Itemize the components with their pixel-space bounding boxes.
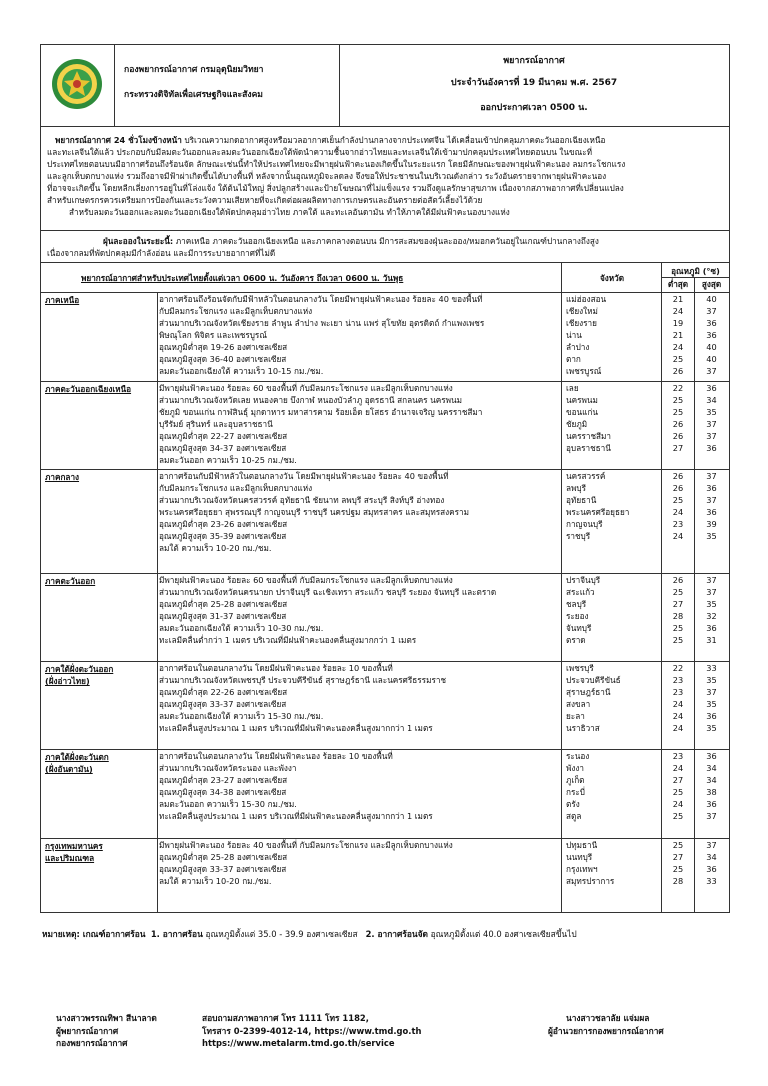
province-name: ชลบุรี — [566, 599, 587, 609]
description-line: พระนครศรีอยุธยา สุพรรณบุรี กาญจนบุรี ราชบุรี นครปฐม สมุทรสาคร และสมุทรสงคราม — [159, 507, 470, 517]
forecast-table-header — [41, 263, 729, 293]
max-temp: 31 — [706, 635, 717, 645]
doc-title: พยากรณ์อากาศ — [503, 56, 565, 66]
min-temp: 24 — [672, 799, 684, 809]
region-name — [45, 383, 131, 395]
region-description — [159, 382, 561, 466]
region-name — [45, 751, 109, 775]
general-forecast — [40, 127, 730, 231]
description-line: พิษณุโลก พิจิตร และเพชรบูรณ์ — [159, 330, 267, 340]
region-description — [159, 293, 561, 377]
min-temp-column — [662, 293, 694, 377]
description-line: อากาศร้อนในตอนกลางวัน โดยมีฝนฟ้าคะนอง ร้อยละ 10 ของพื้นที่ — [159, 751, 393, 761]
high-header: สูงสุด — [701, 279, 722, 289]
max-temp: 37 — [706, 431, 717, 441]
description-line: อุณหภูมิต่ำสุด 23-27 องศาเซลเซียส — [159, 775, 288, 785]
description-line: อุณหภูมิสูงสุด 33-37 องศาเซลเซียส — [159, 864, 287, 874]
min-temp: 27 — [672, 775, 684, 785]
province-name: ระนอง — [566, 751, 590, 761]
max-temp: 35 — [706, 407, 717, 417]
description-line: มีพายุฝนฟ้าคะนอง ร้อยละ 60 ของพื้นที่ กับมีลมกระโชกแรง และมีลูกเห็บตกบางแห่ง — [159, 383, 453, 393]
description-line: อุณหภูมิสูงสุด 35-39 องศาเซลเซียส — [159, 531, 287, 541]
max-temp: 35 — [706, 531, 717, 541]
province-name: นครพนม — [566, 395, 598, 405]
max-temp: 32 — [706, 611, 717, 621]
region-name-line: ภาคตะวันออกเฉียงเหนือ — [45, 384, 132, 394]
dust-label: ฝุ่นละอองในระยะนี้: — [103, 236, 174, 246]
note-label: หมายเหตุ: เกณฑ์อากาศร้อน — [42, 929, 146, 939]
region-name-line: ภาคใต้ฝั่งตะวันตก — [45, 752, 109, 762]
province-name: อุบลราชธานี — [566, 443, 611, 453]
region-name-line: ภาคตะวันออก — [45, 576, 96, 586]
region-description — [159, 662, 561, 734]
region-name-line: และปริมณฑล — [45, 853, 95, 863]
doc-date: ประจำวันอังคารที่ 19 มีนาคม พ.ศ. 2567 — [450, 78, 618, 88]
intro-line: ที่อาจจะเกิดขึ้น โดยหลีกเลี่ยงการอยู่ในที่โล่งแจ้ง ใต้ต้นไม้ใหญ่ สิ่งปลูกสร้างและป้ายโฆษณาที่ไม่แข็งแรง รวมถึงดูแลรักษาสุขภาพ เนื่องจากสภาพอากาศที่เปลี่ยนแปลง — [47, 183, 624, 193]
region-name-line: ภาคกลาง — [45, 472, 80, 482]
description-line: ลมใต้ ความเร็ว 10-20 กม./ชม. — [159, 876, 272, 886]
region-row — [41, 661, 729, 750]
max-temp: 40 — [706, 354, 717, 364]
description-line: ลมตะวันออก ความเร็ว 15-30 กม./ชม. — [159, 799, 297, 809]
max-temp: 34 — [706, 763, 717, 773]
dust-line2: เนื่องจากลมที่พัดปกคลุมมีกำลังอ่อน และมีการระบายอากาศที่ไม่ดี — [47, 248, 276, 258]
description-line: กับมีลมกระโชกแรง และมีลูกเห็บตกบางแห่ง — [159, 483, 313, 493]
forecast-heading: พยากรณ์อากาศสำหรับประเทศไทยตั้งแต่เวลา 0600 น. วันอังคาร ถึงเวลา 0600 น. วันพุธ — [81, 273, 404, 283]
description-line: อุณหภูมิต่ำสุด 25-28 องศาเซลเซียส — [159, 599, 288, 609]
province-name: สตูล — [566, 811, 582, 821]
note-item2-label: 2. อากาศร้อนจัด — [365, 929, 428, 939]
province-name: ภูเก็ต — [566, 775, 585, 785]
description-line: อุณหภูมิสูงสุด 34-38 องศาเซลเซียส — [159, 787, 287, 797]
region-name-line: (ฝั่งอันดามัน) — [45, 764, 93, 774]
dust-section — [40, 231, 730, 263]
description-line: ชัยภูมิ ขอนแก่น กาฬสินธุ์ มุกดาหาร มหาสารคาม ร้อยเอ็ด ยโสธร อำนาจเจริญ นครราชสีมา — [159, 407, 483, 417]
province-name-column — [562, 293, 662, 377]
min-temp: 27 — [672, 852, 684, 862]
intro-line: สำหรับลมตะวันออกและลมตะวันออกเฉียงใต้พัดปกคลุมอ่าวไทย ภาคใต้ และทะเลอันดามัน ทำให้ภาคใต้มีฝนฟ้าคะนองบางแห่ง — [69, 207, 510, 217]
min-temp: 19 — [672, 318, 684, 328]
region-name-line: ภาคเหนือ — [45, 295, 80, 305]
region-description — [159, 839, 561, 887]
max-temp: 37 — [706, 366, 717, 376]
description-line: อากาศร้อนในตอนกลางวัน โดยมีฝนฟ้าคะนอง ร้อยละ 10 ของพื้นที่ — [159, 663, 393, 673]
heat-criteria-note — [42, 927, 577, 941]
note-item2-text: อุณหภูมิตั้งแต่ 40.0 องศาเซลเซียสขึ้นไป — [430, 929, 577, 939]
region-name-line: ภาคใต้ฝั่งตะวันออก — [45, 664, 114, 674]
min-temp: 25 — [672, 495, 684, 505]
province-name: สระแก้ว — [566, 587, 595, 597]
province-name: พระนครศรีอยุธยา — [566, 507, 630, 517]
max-temp: 36 — [706, 483, 717, 493]
province-name: แม่ฮ่องสอน — [566, 294, 607, 304]
max-temp: 36 — [706, 623, 717, 633]
min-temp: 28 — [672, 876, 684, 886]
region-name — [45, 840, 103, 864]
max-temp: 39 — [706, 519, 717, 529]
description-line: ทะเลมีคลื่นสูงประมาณ 1 เมตร บริเวณที่มีฝนฟ้าคะนองคลื่นสูงมากกว่า 1 เมตร — [159, 723, 433, 733]
intro-line: และทะเลจีนใต้แล้ว ประกอบกับมีลมตะวันออกและลมตะวันออกเฉียงใต้พัดนำความชื้นจากอ่าวไทยและทะเลจีนใต้เข้ามาปกคลุมประเทศไทยตอนบน ในขณะที่ — [47, 147, 592, 157]
region-description — [159, 750, 561, 822]
description-line: อากาศร้อนถึงร้อนจัดกับมีฟ้าหลัวในตอนกลางวัน โดยมีพายุฝนฟ้าคะนอง ร้อยละ 40 ของพื้นที่ — [159, 294, 483, 304]
forecaster-block — [56, 1012, 157, 1050]
region-name — [45, 663, 113, 687]
min-temp-column — [662, 470, 694, 542]
min-temp: 23 — [672, 675, 684, 685]
province-name: สุราษฎร์ธานี — [566, 687, 611, 697]
min-temp: 22 — [672, 383, 684, 393]
max-temp: 37 — [706, 811, 717, 821]
logo-cell — [41, 45, 115, 126]
province-name: นนทบุรี — [566, 852, 593, 862]
province-name: ยะลา — [566, 711, 585, 721]
province-name: ลพบุรี — [566, 483, 587, 493]
region-row — [41, 749, 729, 839]
province-name: เชียงราย — [566, 318, 597, 328]
min-temp: 25 — [672, 635, 684, 645]
max-temp-column — [694, 662, 729, 734]
region-name-line: (ฝั่งอ่าวไทย) — [45, 676, 90, 686]
province-name: ตราด — [566, 635, 586, 645]
note-item1-text: อุณหภูมิตั้งแต่ 35.0 - 39.9 องศาเซลเซียส — [205, 929, 358, 939]
divider — [694, 292, 695, 912]
contact-service-url[interactable]: https://www.metalarm.tmd.go.th/service — [202, 1038, 395, 1048]
forecaster-dept: กองพยากรณ์อากาศ — [56, 1038, 128, 1048]
min-temp: 23 — [672, 687, 684, 697]
description-line: อุณหภูมิต่ำสุด 25-28 องศาเซลเซียส — [159, 852, 288, 862]
max-temp: 34 — [706, 395, 717, 405]
forecast-table — [40, 263, 730, 913]
description-line: อุณหภูมิสูงสุด 31-37 องศาเซลเซียส — [159, 611, 287, 621]
max-temp: 33 — [706, 663, 717, 673]
description-line: มีพายุฝนฟ้าคะนอง ร้อยละ 60 ของพื้นที่ กับมีลมกระโชกแรง และมีลูกเห็บตกบางแห่ง — [159, 575, 453, 585]
description-line: ลมใต้ ความเร็ว 10-20 กม./ชม. — [159, 543, 272, 553]
description-line: อุณหภูมิต่ำสุด 23-26 องศาเซลเซียส — [159, 519, 288, 529]
max-temp: 37 — [706, 306, 717, 316]
note-item1-label: 1. อากาศร้อน — [150, 929, 203, 939]
min-temp: 27 — [672, 599, 684, 609]
min-temp: 26 — [672, 483, 684, 493]
province-name-column — [562, 382, 662, 454]
max-temp-column — [694, 382, 729, 454]
description-line: อุณหภูมิสูงสุด 36-40 องศาเซลเซียส — [159, 354, 287, 364]
contact-fax-web[interactable]: โทรสาร 0-2399-4012-14, https://www.tmd.go.th — [202, 1025, 422, 1036]
divider — [561, 263, 562, 912]
description-line: ส่วนมากบริเวณจังหวัดนครนายก ปราจีนบุรี ฉะเชิงเทรา สระแก้ว ชลบุรี ระยอง จันทบุรี และตราด — [159, 587, 497, 597]
max-temp: 38 — [706, 787, 717, 797]
description-line: ส่วนมากบริเวณจังหวัดนครสวรรค์ อุทัยธานี ชัยนาท ลพบุรี สระบุรี สิงห์บุรี อ่างทอง — [159, 495, 445, 505]
max-temp: 36 — [706, 864, 717, 874]
max-temp: 36 — [706, 330, 717, 340]
description-line: ทะเลมีคลื่นสูงประมาณ 1 เมตร บริเวณที่มีฝนฟ้าคะนองคลื่นสูงมากกว่า 1 เมตร — [159, 811, 433, 821]
description-line: ลมตะวันออก ความเร็ว 10-25 กม./ชม. — [159, 455, 297, 465]
max-temp: 37 — [706, 587, 717, 597]
description-line: ส่วนมากบริเวณจังหวัดเชียงราย ลำพูน ลำปาง พะเยา น่าน แพร่ สุโขทัย อุตรดิตถ์ กำแพงเพชร — [159, 318, 485, 328]
max-temp: 34 — [706, 775, 717, 785]
province-name: เพชรบูรณ์ — [566, 366, 602, 376]
org-line1: กองพยากรณ์อากาศ กรมอุตุนิยมวิทยา — [124, 65, 264, 75]
province-name: ขอนแก่น — [566, 407, 598, 417]
province-name: สงขลา — [566, 699, 591, 709]
province-name: ลำปาง — [566, 342, 590, 352]
min-temp: 24 — [672, 306, 684, 316]
region-row — [41, 469, 729, 574]
province-name-column — [562, 839, 662, 887]
description-line: ลมตะวันออกเฉียงใต้ ความเร็ว 10-15 กม./ชม. — [159, 366, 324, 376]
province-name-column — [562, 662, 662, 734]
org-line2: กระทรวงดิจิทัลเพื่อเศรษฐกิจและสังคม — [124, 90, 263, 100]
region-row — [41, 381, 729, 470]
max-temp: 37 — [706, 687, 717, 697]
max-temp: 35 — [706, 699, 717, 709]
description-line: กับมีลมกระโชกแรง และมีลูกเห็บตกบางแห่ง — [159, 306, 313, 316]
description-line: ส่วนมากบริเวณจังหวัดเลย หนองคาย บึงกาฬ หนองบัวลำภู อุดรธานี สกลนคร นครพนม — [159, 395, 463, 405]
min-temp: 21 — [672, 330, 684, 340]
doc-issue-time: ออกประกาศเวลา 0500 น. — [480, 103, 588, 113]
min-temp-column — [662, 574, 694, 646]
min-temp: 24 — [672, 763, 684, 773]
min-temp: 22 — [672, 663, 684, 673]
province-name: นครสวรรค์ — [566, 471, 606, 481]
max-temp: 37 — [706, 495, 717, 505]
min-temp: 25 — [672, 354, 684, 364]
province-name: พังงา — [566, 763, 584, 773]
description-line: อากาศร้อนกับมีฟ้าหลัวในตอนกลางวัน โดยมีพายุฝนฟ้าคะนอง ร้อยละ 40 ของพื้นที่ — [159, 471, 449, 481]
min-temp: 24 — [672, 342, 684, 352]
province-name: นครราชสีมา — [566, 431, 612, 441]
temp-header: อุณหภูมิ (°ซ) — [662, 265, 729, 278]
description-line: ลมตะวันออกเฉียงใต้ ความเร็ว 15-30 กม./ชม. — [159, 711, 324, 721]
divider — [157, 292, 158, 912]
director-block — [548, 1012, 664, 1037]
min-temp: 25 — [672, 623, 684, 633]
province-name-column — [562, 750, 662, 822]
province-name-column — [562, 574, 662, 646]
description-line: ส่วนมากบริเวณจังหวัดระนอง และพังงา — [159, 763, 297, 773]
min-temp: 23 — [672, 519, 684, 529]
min-temp-column — [662, 750, 694, 822]
province-name: ปราจีนบุรี — [566, 575, 601, 585]
max-temp: 37 — [706, 471, 717, 481]
director-name: นางสาวชลาลัย แจ่มผล — [566, 1013, 650, 1023]
max-temp: 36 — [706, 711, 717, 721]
max-temp-column — [694, 839, 729, 887]
min-temp: 26 — [672, 471, 684, 481]
min-temp: 26 — [672, 366, 684, 376]
region-name — [45, 294, 79, 306]
description-line: อุณหภูมิต่ำสุด 22-27 องศาเซลเซียส — [159, 431, 288, 441]
province-name: เลย — [566, 383, 579, 393]
min-temp: 25 — [672, 407, 684, 417]
max-temp: 36 — [706, 507, 717, 517]
min-temp: 27 — [672, 443, 684, 453]
header-box — [40, 44, 730, 127]
min-temp: 24 — [672, 711, 684, 721]
region-description — [159, 574, 561, 646]
description-line: อุณหภูมิต่ำสุด 19-26 องศาเซลเซียส — [159, 342, 288, 352]
title-cell — [339, 45, 729, 126]
min-temp: 24 — [672, 507, 684, 517]
contact-block — [202, 1012, 421, 1050]
min-temp: 25 — [672, 395, 684, 405]
max-temp: 37 — [706, 575, 717, 585]
divider — [694, 278, 695, 292]
divider — [661, 263, 662, 912]
description-line: อุณหภูมิต่ำสุด 22-26 องศาเซลเซียส — [159, 687, 288, 697]
description-line: ส่วนมากบริเวณจังหวัดเพชรบุรี ประจวบคีรีขันธ์ สุราษฎร์ธานี และนครศรีธรรมราช — [159, 675, 447, 685]
description-line: อุณหภูมิสูงสุด 33-37 องศาเซลเซียส — [159, 699, 287, 709]
province-name: กระบี่ — [566, 787, 585, 797]
max-temp: 36 — [706, 751, 717, 761]
min-temp: 26 — [672, 419, 684, 429]
low-header: ต่ำสุด — [667, 279, 689, 289]
tmd-logo-icon — [51, 58, 103, 110]
max-temp: 36 — [706, 799, 717, 809]
province-name: ชัยภูมิ — [566, 419, 588, 429]
province-name: อุทัยธานี — [566, 495, 597, 505]
intro-line: ประเทศไทยตอนบนมีอากาศร้อนถึงร้อนจัด ลักษณะเช่นนี้ทำให้ประเทศไทยจะมีพายุฝนฟ้าคะนองเกิดขึ้นในระยะแรก โดยมีลักษณะของพายุฝนฟ้าคะนอง ลมกระโชกแรง — [47, 159, 626, 169]
contact-phone: สอบถามสภาพอากาศ โทร 1111 โทร 1182, — [202, 1013, 369, 1023]
description-line: อุณหภูมิสูงสุด 34-37 องศาเซลเซียส — [159, 443, 287, 453]
dust-line1: ภาคเหนือ ภาคตะวันออกเฉียงเหนือ และภาคกลางตอนบน มีการสะสมของฝุ่นละออง/หมอกควันอยู่ในเกณฑ์ปานกลางถึงสูง — [175, 236, 599, 246]
description-line: ทะเลมีคลื่นต่ำกว่า 1 เมตร บริเวณที่มีฝนฟ้าคะนองคลื่นสูงมากกว่า 1 เมตร — [159, 635, 417, 645]
description-line: ลมตะวันออกเฉียงใต้ ความเร็ว 10-30 กม./ชม. — [159, 623, 324, 633]
max-temp: 36 — [706, 383, 717, 393]
max-temp-column — [694, 574, 729, 646]
max-temp-column — [694, 470, 729, 542]
min-temp-column — [662, 382, 694, 454]
region-name-line: กรุงเทพมหานคร — [45, 841, 103, 851]
province-name: สมุทรปราการ — [566, 876, 615, 886]
general-forecast-label: พยากรณ์อากาศ 24 ชั่วโมงข้างหน้า — [55, 135, 182, 145]
max-temp: 36 — [706, 443, 717, 453]
min-temp-column — [662, 662, 694, 734]
org-cell — [114, 45, 340, 126]
province-name: จันทบุรี — [566, 623, 592, 633]
province-name: ราชบุรี — [566, 531, 591, 541]
max-temp: 40 — [706, 294, 717, 304]
max-temp: 36 — [706, 318, 717, 328]
max-temp: 34 — [706, 852, 717, 862]
province-name: ตรัง — [566, 799, 580, 809]
min-temp-column — [662, 839, 694, 887]
min-temp: 25 — [672, 811, 684, 821]
min-temp: 24 — [672, 699, 684, 709]
description-line: บุรีรัมย์ สุรินทร์ และอุบลราชธานี — [159, 419, 273, 429]
province-name: กรุงเทพฯ — [566, 864, 598, 874]
province-name: เพชรบุรี — [566, 663, 594, 673]
min-temp: 28 — [672, 611, 684, 621]
province-name: กาญจนบุรี — [566, 519, 603, 529]
min-temp: 24 — [672, 723, 684, 733]
region-name — [45, 575, 95, 587]
region-row — [41, 838, 729, 909]
max-temp: 35 — [706, 675, 717, 685]
forecaster-name: นางสาวพรรณทิพา สีนาลาด — [56, 1013, 157, 1023]
province-name: นราธิวาส — [566, 723, 600, 733]
max-temp-column — [694, 293, 729, 377]
max-temp-column — [694, 750, 729, 822]
min-temp: 21 — [672, 294, 684, 304]
province-name: น่าน — [566, 330, 582, 340]
region-name — [45, 471, 79, 483]
province-name: ปทุมธานี — [566, 840, 598, 850]
province-name: ตาก — [566, 354, 581, 364]
min-temp: 24 — [672, 531, 684, 541]
description-line: มีพายุฝนฟ้าคะนอง ร้อยละ 40 ของพื้นที่ กับมีลมกระโชกแรง และมีลูกเห็บตกบางแห่ง — [159, 840, 453, 850]
max-temp: 35 — [706, 599, 717, 609]
max-temp: 37 — [706, 419, 717, 429]
province-name-column — [562, 470, 662, 542]
director-title: ผู้อำนวยการกองพยากรณ์อากาศ — [548, 1025, 664, 1036]
max-temp: 40 — [706, 342, 717, 352]
max-temp: 37 — [706, 840, 717, 850]
min-temp: 26 — [672, 575, 684, 585]
min-temp: 25 — [672, 587, 684, 597]
province-name: ระยอง — [566, 611, 589, 621]
intro-line: สำหรับเกษตรกรควรเตรียมการป้องกันและระวังความเสียหายที่จะเกิดต่อผลผลิตทางการเกษตรและอันตรายต่อสัตว์เลี้ยงไว้ด้วย — [47, 195, 483, 205]
min-temp: 25 — [672, 864, 684, 874]
max-temp: 35 — [706, 723, 717, 733]
region-description — [159, 470, 561, 554]
province-name: ประจวบคีรีขันธ์ — [566, 675, 621, 685]
region-row — [41, 292, 729, 382]
intro-line: บริเวณความกดอากาศสูงหรือมวลอากาศเย็นกำลังปานกลางจากประเทศจีน ได้เคลื่อนเข้าปกคลุมภาคตะวันออกเฉียงเหนือ — [184, 135, 606, 145]
max-temp: 33 — [706, 876, 717, 886]
min-temp: 25 — [672, 787, 684, 797]
province-name: เชียงใหม่ — [566, 306, 598, 316]
forecaster-title: ผู้พยากรณ์อากาศ — [56, 1025, 119, 1036]
intro-line: และลูกเห็บตกบางแห่ง รวมถึงอาจมีฟ้าผ่าเกิดขึ้นได้บางพื้นที่ หลังจากนั้นอุณหภูมิจะลดลง จึงขอให้ประชาชนในบริเวณดังกล่าว ระวังอันตรายจากพายุฝนฟ้าคะนอง — [47, 171, 607, 181]
province-header: จังหวัด — [599, 273, 625, 283]
region-row — [41, 573, 729, 662]
min-temp: 26 — [672, 431, 684, 441]
min-temp: 25 — [672, 840, 684, 850]
min-temp: 23 — [672, 751, 684, 761]
